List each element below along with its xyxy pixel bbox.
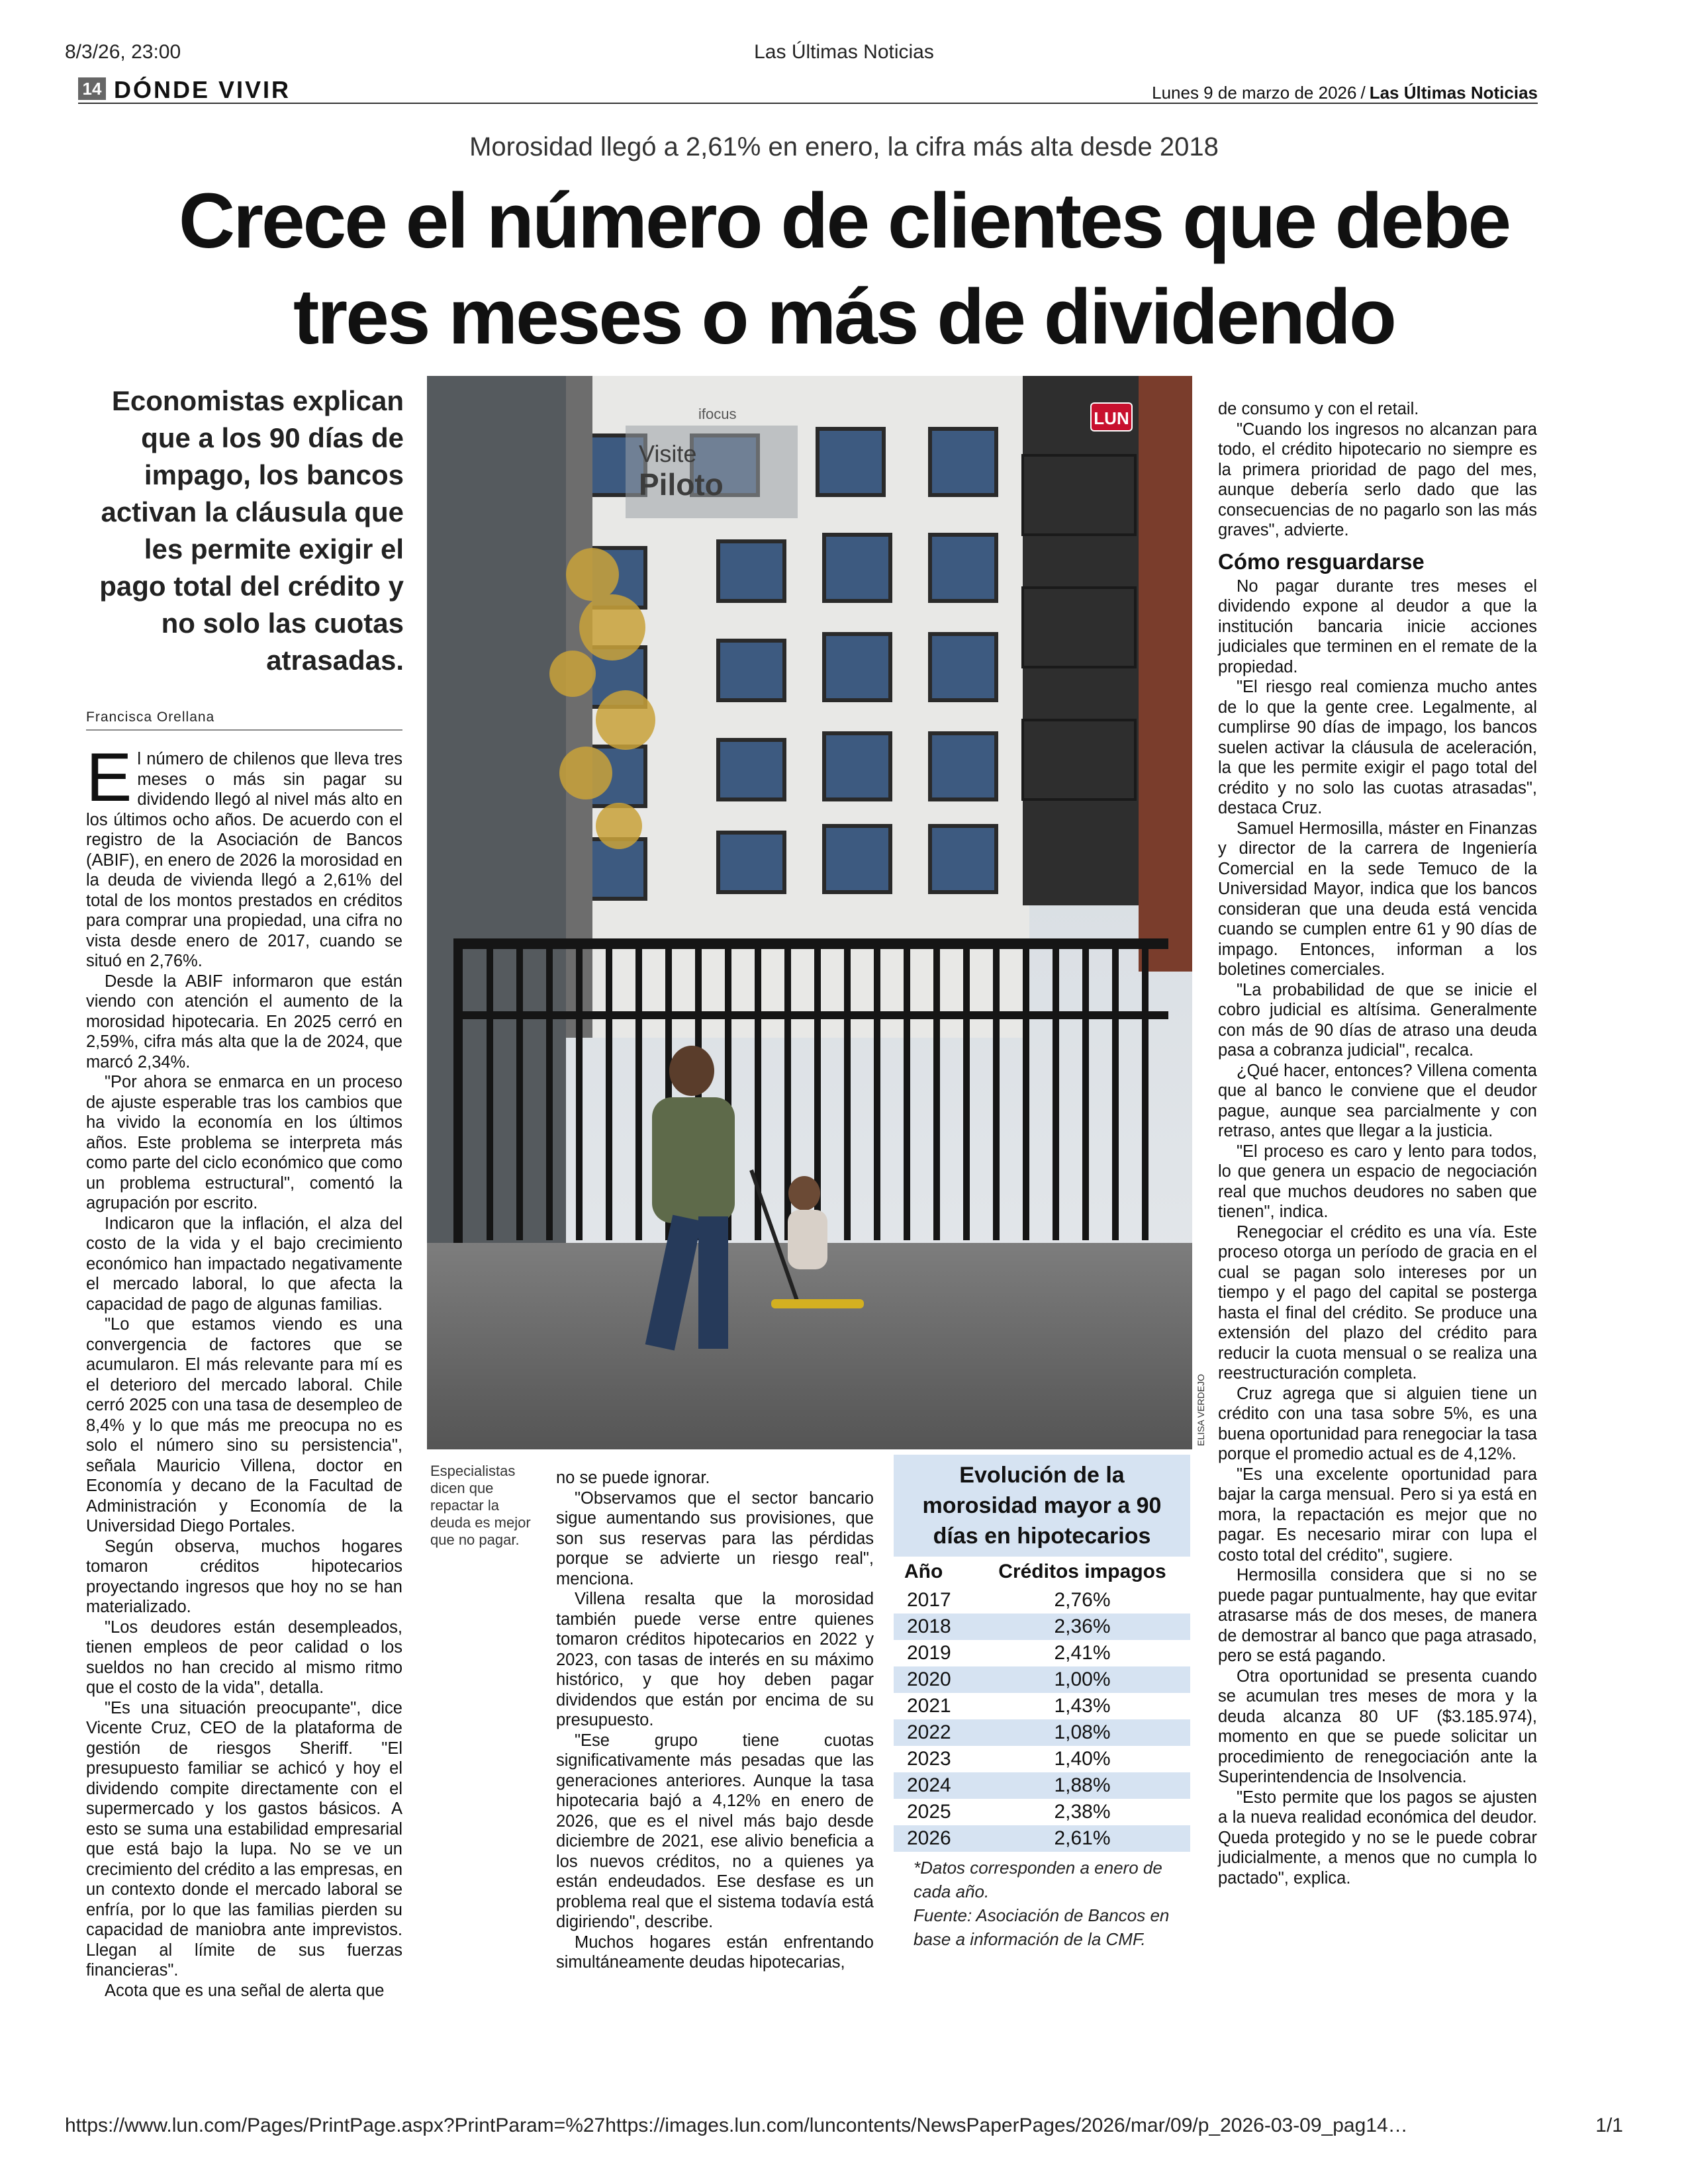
table-row	[894, 1825, 1190, 1852]
value-cell: 2,41%	[1054, 1642, 1111, 1664]
page-number: 14	[78, 77, 106, 100]
paragraph: ¿Qué hacer, entonces? Villena comenta que al banco le conviene que el deudor pague, aunque sea parcialmente y con retraso, antes que llegar a la justicia.	[1218, 1061, 1537, 1140]
section-name: DÓNDE VIVIR	[114, 76, 291, 103]
print-title: Las Últimas Noticias	[754, 41, 934, 63]
value-column-header: Créditos impagos	[974, 1557, 1190, 1587]
table-row	[894, 1799, 1190, 1825]
morosidad-table	[894, 1557, 1190, 1852]
article-column-2	[556, 1468, 874, 1973]
page-count: 1/1	[1595, 2115, 1623, 2136]
value-cell: 1,40%	[1054, 1748, 1111, 1770]
table-title: Evolución de la morosidad mayor a 90 días en hipotecarios	[894, 1455, 1190, 1557]
paragraph: No pagar durante tres meses el dividendo expone al deudor a que la institución bancaria inicie acciones judiciales que terminen en el remate de la propiedad.	[1218, 576, 1537, 676]
paragraph: de consumo y con el retail.	[1218, 400, 1419, 418]
value-cell: 1,88%	[974, 1772, 1190, 1799]
value-cell: 1,00%	[974, 1666, 1190, 1693]
paragraph: Acota que es una señal de alerta que	[105, 1981, 385, 2000]
section-bar	[78, 76, 1538, 104]
paragraph: no se puede ignorar.	[556, 1469, 710, 1487]
paragraph: "El proceso es caro y lento para todos, lo que genera un espacio de negociación real que muchos deudores no saben que tienen", indica.	[1218, 1142, 1537, 1221]
print-footer	[0, 2115, 1688, 2141]
paragraph-text: l número de chilenos que lleva tres meses o más sin pagar su dividendo llegó al nivel más alto en los últimos ocho años. De acuerdo con el registro de la Asociación de Bancos (ABIF), en enero de 2026 la morosidad en la deuda de vivienda llegó a 2,61% del total de los montos prestados en créditos para comprar una propiedad, una cifra no vista desde enero de 2017, cuando se situó en 2,76%.	[86, 750, 402, 970]
year-cell: 2021	[907, 1695, 951, 1717]
article-column-1	[86, 739, 402, 2001]
paragraph: "Los deudores están desempleados, tienen empleos de peor calidad o los sueldos no han crecido al mismo ritmo que el costo de la vida", detalla.	[86, 1617, 402, 1697]
column-3-intro	[1218, 399, 1537, 541]
table-source: Fuente: Asociación de Bancos en base a información de la CMF.	[914, 1905, 1170, 1949]
paragraph: Otra oportunidad se presenta cuando se acumulan tres meses de mora y la deuda alcanza 80 UF ($3.185.974), momento en que se puede solicitar un procedimiento de renegociación ante la Superintendencia de Insolvencia.	[1218, 1666, 1537, 1786]
print-timestamp: 8/3/26, 23:00	[65, 41, 181, 63]
paragraph: "Ese grupo tiene cuotas significativamente más pesadas que las generaciones anteriores. Aunque la tasa hipotecaria bajó a 4,12% en enero de 2026, que es el nivel más bajo desde diciembre de 2021, ese alivio beneficia a los nuevos créditos, no a quienes ya están endeudados. Ese desfase es un problema real que el sistema todavía está digiriendo", describe.	[556, 1731, 874, 1931]
paragraph: Según observa, muchos hogares tomaron créditos hipotecarios proyectando ingresos que hoy no se han materializado.	[86, 1537, 402, 1616]
lun-badge: LUN	[1090, 402, 1133, 432]
paragraph: Indicaron que la inflación, el alza del costo de la vida y el bajo crecimiento económico han impactado negativamente el mercado laboral, lo que afecta la capacidad de pago de algunas familias.	[86, 1214, 402, 1314]
value-cell: 2,36%	[974, 1614, 1190, 1640]
year-column-header: Año	[894, 1557, 974, 1587]
paragraph: "La probabilidad de que se inicie el cobro judicial es altísima. Generalmente con más de 90 días de atraso una deuda pasa a cobranza judicial", recalca.	[1218, 980, 1537, 1060]
sidewalk	[427, 1243, 1192, 1449]
article-photo	[427, 376, 1192, 1449]
paragraph: "El riesgo real comienza mucho antes de lo que la gente cree. Legalmente, al cumplirse 90 días de impago, los bancos suelen activar la cláusula de aceleración, la que les permite exigir el pago total del crédito y no solo las cuotas atrasadas", destaca Cruz.	[1218, 678, 1537, 817]
year-cell: 2018	[894, 1614, 974, 1640]
year-cell: 2019	[907, 1642, 951, 1664]
print-header	[0, 41, 1688, 68]
year-cell: 2020	[894, 1666, 974, 1693]
paragraph: "Por ahora se enmarca en un proceso de ajuste esperable tras los cambios que ha vivido la economía en los últimos años. Este problema se interpreta más como parte del ciclo económico que como un problema estructural", comentó la agrupación por escrito.	[86, 1073, 402, 1212]
value-cell: 1,08%	[974, 1719, 1190, 1746]
value-cell: 2,76%	[1054, 1589, 1111, 1611]
paragraph: "Observamos que el sector bancario sigue aumentando sus provisiones, que son sus reservas para las pérdidas porque se advierte un riesgo real", menciona.	[556, 1488, 874, 1588]
article-column-3	[1218, 399, 1537, 1888]
year-cell: 2026	[894, 1825, 974, 1852]
morosidad-table-box	[894, 1455, 1190, 1951]
year-cell: 2023	[907, 1748, 951, 1770]
table-header-row	[894, 1557, 1190, 1587]
paragraph: "Cuando los ingresos no alcanzan para todo, el crédito hipotecario no siempre es la primera prioridad de pago del mes, aunque debería serlo dado que las consecuencias de no pagarlo son las más graves", advierte.	[1218, 420, 1537, 539]
year-cell: 2025	[907, 1801, 951, 1823]
table-row	[894, 1587, 1190, 1614]
table-row	[894, 1666, 1190, 1693]
headline-line-1: Crece el número de clientes que debe	[178, 177, 1510, 265]
dropcap: E	[86, 739, 132, 816]
date-separator: /	[1360, 83, 1366, 103]
kicker: Morosidad llegó a 2,61% en enero, la cifra más alta desde 2018	[469, 132, 1219, 161]
table-body	[894, 1587, 1190, 1852]
building-brand-text: ifocus	[698, 406, 737, 422]
byline: Francisca Orellana	[86, 709, 402, 731]
year-cell: 2024	[894, 1772, 974, 1799]
paragraph: "Esto permite que los pagos se ajusten a la nueva realidad económica del deudor. Queda protegido y no se le puede cobrar judicialmente, a menos que no cumpla lo pactado", explica.	[1218, 1788, 1537, 1888]
paragraph: Muchos hogares están enfrentando simultáneamente deudas hipotecarias,	[556, 1933, 874, 1972]
table-note: *Datos corresponden a enero de cada año.	[914, 1858, 1162, 1901]
newspaper-brand: Las Últimas Noticias	[1369, 83, 1538, 103]
sign-text-piloto: Piloto	[639, 467, 724, 502]
paragraph: "Lo que estamos viendo es una convergencia de factores que se acumularon. El más relevante para mí es el deterioro del mercado laboral. Chile cerró 2025 con una tasa de desempleo de 8,4% y lo que más me preocupa no es solo el número sino su persistencia", señala Mauricio Villena, doctor en Economía y decano de la Facultad de Administración y Economía de la Universidad Diego Portales.	[86, 1315, 402, 1535]
date-text: Lunes 9 de marzo de 2026	[1152, 83, 1357, 103]
photo-credit: ELISA VERDEJO	[1196, 1374, 1206, 1446]
value-cell: 2,38%	[1054, 1801, 1111, 1823]
paragraph: Renegociar el crédito es una vía. Este proceso otorga un período de gracia en el cual se pagan solo intereses por un tiempo y el pago del capital se posterga hasta el final del crédito. Se produce una extensión del plazo del crédito para reducir la cuota mensual o se realiza una reestructuración completa.	[1218, 1222, 1537, 1383]
paragraph: "Es una excelente oportunidad para bajar la carga mensual. Pero si ya está en mora, la repactación es mejor que no pagar. Es necesario mirar con lupa el costo total del crédito", sugiere.	[1218, 1465, 1537, 1565]
headline-line-2: tres meses o más de dividendo	[293, 273, 1395, 361]
publication-date	[1152, 83, 1538, 103]
year-cell: 2022	[894, 1719, 974, 1746]
table-row	[894, 1640, 1190, 1666]
source-url: https://www.lun.com/Pages/PrintPage.aspx?PrintParam=%27https://images.lun.com/luncontents/NewsPaperPages/2026/mar/09/p_2026-03-09_pag14…	[65, 2115, 1408, 2136]
deck: Economistas explican que a los 90 días de impago, los bancos activan la cláusula que les permite exigir el pago total del crédito y no solo las cuotas atrasadas.	[99, 385, 404, 676]
column-3-body	[1218, 576, 1537, 1889]
value-cell: 2,61%	[974, 1825, 1190, 1852]
paragraph: "Es una situación preocupante", dice Vicente Cruz, CEO de la plataforma de gestión de riesgos Sheriff. "El presupuesto familiar se achicó y hoy el dividendo compite directamente con el supermercado y los gastos básicos. A esto se suma una estabilidad empresarial que está bajo la lupa. No se ve un crecimiento del crédito a las empresas, en un contexto donde el mercado laboral se enfría, por lo que las familias pierden su capacidad de maniobra ante imprevistos. Llegan al límite de sus fuerzas financieras".	[86, 1698, 402, 1979]
paragraph: Villena resalta que la morosidad también puede verse entre quienes tomaron créditos hipotecarios en 2022 y 2023, con tasas de interés en su máximo histórico, y que hoy deben pagar dividendos que están por encima de su presupuesto.	[556, 1590, 874, 1729]
sign-text-visite: Visite	[639, 440, 697, 467]
paragraph: Desde la ABIF informaron que están viendo con atención el aumento de la morosidad hipotecaria. En 2025 cerró en 2,59%, cifra más alta que la de 2024, que marcó 2,34%.	[86, 972, 402, 1071]
headline	[93, 173, 1595, 365]
value-cell: 1,43%	[1054, 1695, 1111, 1717]
table-row	[894, 1693, 1190, 1719]
subhead: Cómo resguardarse	[1218, 549, 1425, 574]
year-cell: 2017	[907, 1589, 951, 1611]
paragraph: Cruz agrega que si alguien tiene un crédito con una tasa sobre 5%, es una buena oportunidad para renegociar la tasa porque el promedio actual es de 4,12%.	[1218, 1384, 1537, 1463]
photo-illustration	[427, 376, 1192, 1449]
table-row	[894, 1614, 1190, 1640]
table-row	[894, 1719, 1190, 1746]
paragraph: Hermosilla considera que si no se puede pagar puntualmente, hay que evitar atrasarse más de dos meses, de manera de demostrar al banco que paga atrasado, pero se está pagando.	[1218, 1566, 1537, 1665]
photo-caption: Especialistas dicen que repactar la deuda es mejor que no pagar.	[430, 1463, 531, 1548]
paragraph	[86, 739, 402, 972]
paragraph: Samuel Hermosilla, máster en Finanzas y director de la carrera de Ingeniería Comercial en la sede Temuco de la Universidad Mayor, indica que los bancos consideran que una deuda está vencida cuando se cumplen entre 61 y 90 días de impago. Entonces, informan a los boletines comerciales.	[1218, 819, 1537, 979]
table-row	[894, 1746, 1190, 1772]
table-row	[894, 1772, 1190, 1799]
